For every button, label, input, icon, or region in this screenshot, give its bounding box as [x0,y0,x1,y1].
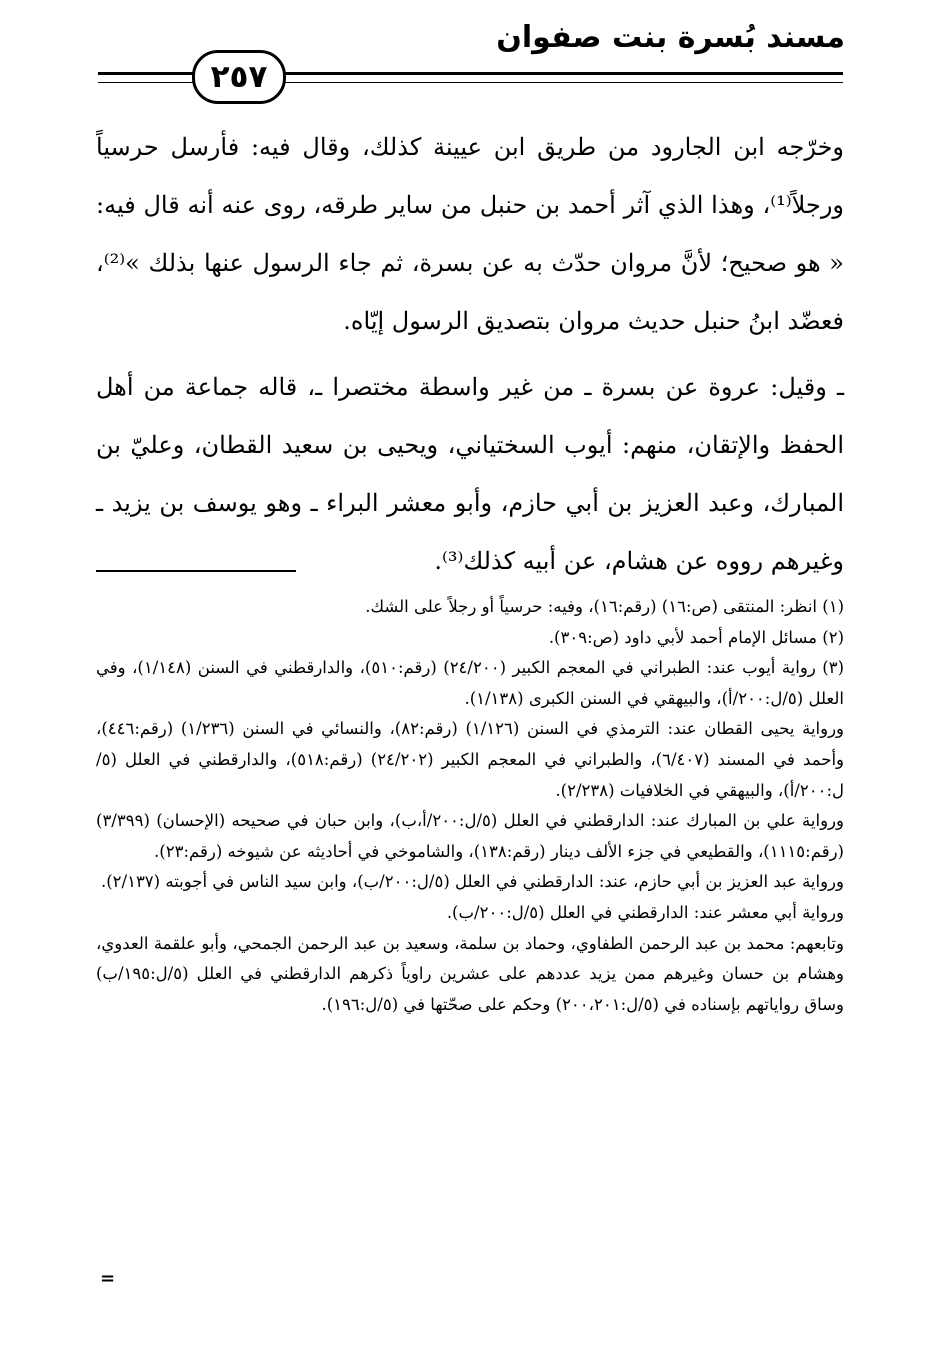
footnote-3-continuation-abumashar: ورواية أبي معشر عند: الدارقطني في العلل (٥/ل:٢٠٠/ب). [446,902,844,922]
footnote-3-continuation-followers: وتابعهم: محمد بن عبد الرحمن الطفاوي، وحماد بن سلمة، وسعيد بن عبد الرحمن الجمحي، وأبو علقمة العدوي، وهشام بن حسان وغيرهم ممن يزيد عددهم على عشرين راوياً ذكرهم الدارقطني في العلل (٥/ل:١٩٥/ب) وساق رواياتهم بإسناده في (٥/ل:٢٠٠،٢٠١) وحكم على صحّتها في (٥/ل:١٩٦). [96,933,844,1014]
footnote-separator [96,570,296,572]
footnote-3: (٣) رواية أيوب عند: الطبراني في المعجم الكبير (٢٤/٢٠٠) (رقم:٥١٠)، والدارقطني في السنن (١/١٤٨)، وفي العلل (٥/ل:٢٠٠/أ)، والبيهقي في السنن الكبرى (١/١٣٨). [96,658,844,708]
footnote-2: (٢) مسائل الإمام أحمد لأبي داود (ص:٣٠٩). [548,627,844,647]
running-header-title: مسند بُسرة بنت صفوان [496,20,845,55]
footnotes [96,592,844,1020]
main-paragraph-2: ـ وقيل: عروة عن بسرة ـ من غير واسطة مختصرا ـ، قاله جماعة من أهل الحفظ والإتقان، منهم: أيوب السختياني، ويحيى بن سعيد القطان، وعليّ بن المبارك، وعبد العزيز بن أبي حازم، وأبو معشر البراء ـ وهو يوسف بن يزيد ـ وغيرهم رووه عن هشام، عن أبيه كذلك⁽³⁾. [96,373,844,575]
main-text [96,118,844,590]
footnote-3-continuation-ali: ورواية علي بن المبارك عند: الدارقطني في العلل (٥/ل:٢٠٠/أ،ب)، وابن حبان في صحيحه (الإحسان) (٣/٣٩٩) (رقم:١١١٥)، والقطيعي في جزء الألف دينار (رقم:١٣٨)، والشاموخي في أحاديثه عن شيوخه (رقم:٢٣). [96,811,844,861]
footnote-3-continuation-qattan: ورواية يحيى القطان عند: الترمذي في السنن (١/١٢٦) (رقم:٨٢)، والنسائي في السنن (١/٢٣٦) (رقم:٤٤٦)، وأحمد في المسند (٦/٤٠٧)، والطبراني في المعجم الكبير (٢٤/٢٠٢) (رقم:٥١٨)، والدارقطني في العلل (٥/ل:٢٠٠/أ)، والبيهقي في الخلافيات (٢/٢٣٨). [96,719,845,800]
page-end-mark: = [100,1268,116,1289]
footnote-3-continuation-abdulaziz: ورواية عبد العزيز بن أبي حازم، عند: الدارقطني في العلل (٥/ل:٢٠٠/ب)، وابن سيد الناس في أجوبته (٢/١٣٧). [100,872,844,892]
footnote-1: (١) انظر: المنتقى (ص:١٦) (رقم:١٦)، وفيه: حرسياً أو رجلاً على الشك. [365,597,844,616]
page-number: ٢٥٧ [192,50,286,104]
main-paragraph-1: وخرّجه ابن الجارود من طريق ابن عيينة كذلك، وقال فيه: فأرسل حرسياً ورجلاً⁽¹⁾، وهذا الذي آثر أحمد بن حنبل من ساير طرقه، روى عنه أنه قال فيه: « هو صحيح؛ لأنَّ مروان حدّث به عن بسرة، ثم جاء الرسول عنها بذلك »⁽²⁾، فعضّد ابنُ حنبل حديث مروان بتصديق الرسول إيّاه. [96,133,844,335]
